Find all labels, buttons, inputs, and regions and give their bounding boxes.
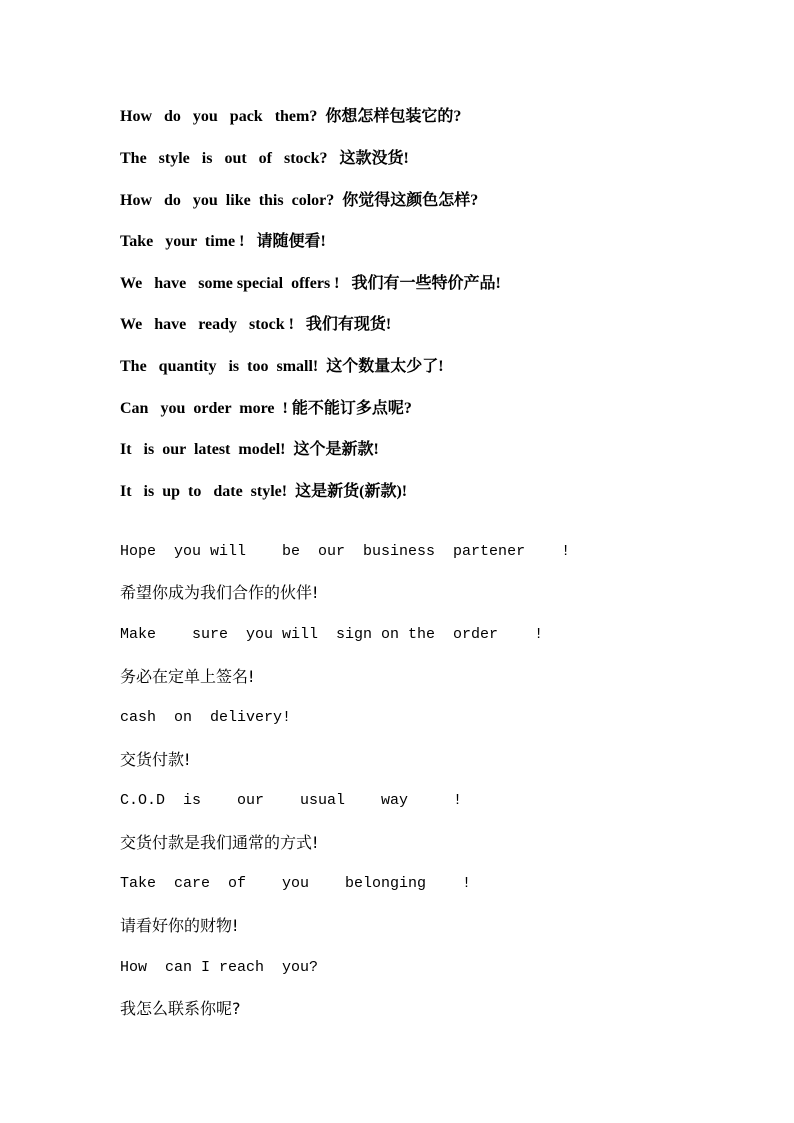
phrase-line: We have ready stock ! 我们有现货! xyxy=(120,316,392,333)
chinese-translation: 务必在定单上签名! xyxy=(120,667,255,686)
chinese-translation: 我怎么联系你呢? xyxy=(120,999,241,1018)
phrase-line: It is up to date style! 这是新货(新款)! xyxy=(120,483,408,500)
phrase-line: Can you order more ! 能不能订多点呢? xyxy=(120,400,412,417)
english-phrase: Hope you will be our business partener ! xyxy=(120,543,571,560)
english-phrase: C.O.D is our usual way ! xyxy=(120,792,463,809)
phrase-line: Take your time ! 请随便看! xyxy=(120,233,326,250)
chinese-translation: 交货付款是我们通常的方式! xyxy=(120,833,319,852)
phrase-line: It is our latest model! 这个是新款! xyxy=(120,441,379,458)
chinese-translation: 请看好你的财物! xyxy=(120,916,239,935)
phrase-line: We have some special offers ! 我们有一些特价产品! xyxy=(120,275,501,292)
english-phrase: How can I reach you? xyxy=(120,959,319,976)
phrase-line: The style is out of stock? 这款没货! xyxy=(120,150,409,167)
english-phrase: Make sure you will sign on the order ! xyxy=(120,626,544,643)
english-phrase: Take care of you belonging ! xyxy=(120,875,472,892)
phrase-line: How do you like this color? 你觉得这颜色怎样? xyxy=(120,192,479,209)
phrase-line: How do you pack them? 你想怎样包装它的? xyxy=(120,108,462,125)
chinese-translation: 希望你成为我们合作的伙伴! xyxy=(120,583,319,602)
english-phrase: cash on delivery! xyxy=(120,709,292,726)
phrase-line: The quantity is too small! 这个数量太少了! xyxy=(120,358,444,375)
chinese-translation: 交货付款! xyxy=(120,750,191,769)
